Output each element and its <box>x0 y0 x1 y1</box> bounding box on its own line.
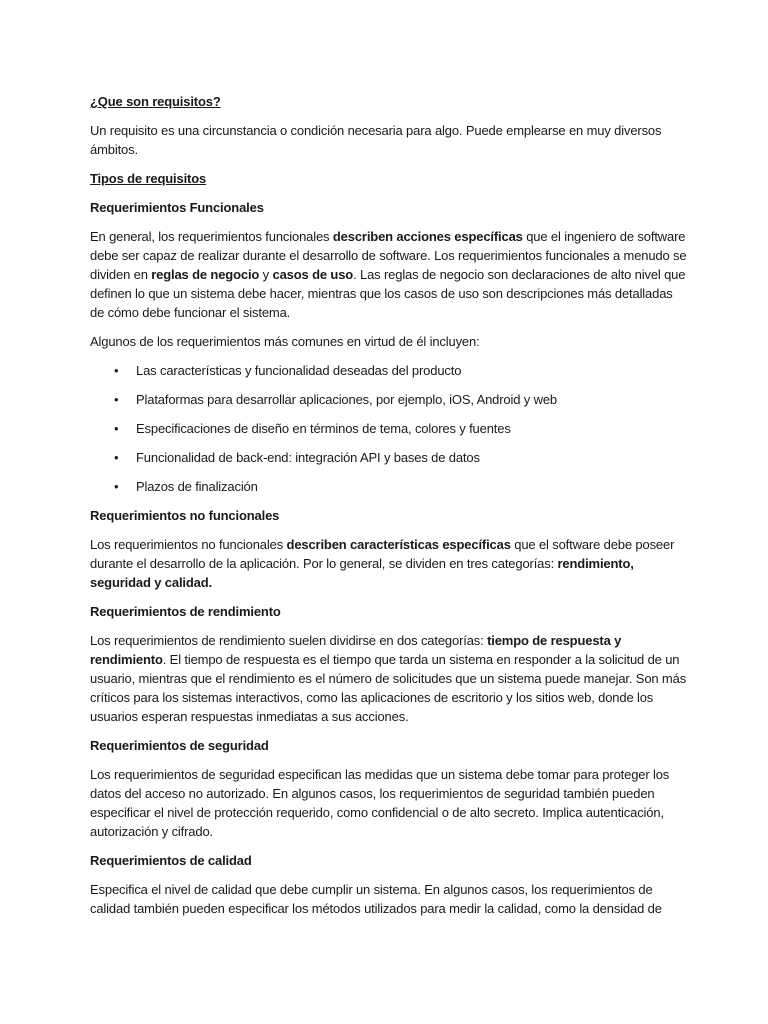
bullet-icon: • <box>114 363 119 378</box>
text-run: . El tiempo de respuesta es el tiempo que tarda un sistema en responder a la solicitud de un usuario, mientras que el rendimiento es el número de solicitudes que un sistema puede manejar. Son más críticos para los sistemas interactivos, como las aplicaciones de escritorio y los sitios web, donde los usuarios esperan respuestas inmediatas a sus acciones. <box>90 652 687 724</box>
text-run: . Las reglas de negocio son declaraciones de alto nivel que definen lo que un sistema debe hacer, mientras que los casos de uso son descripciones más detalladas de cómo debe funcionar el sistema. <box>90 267 686 320</box>
list-item-text: Especificaciones de diseño en términos de tema, colores y fuentes <box>136 421 511 436</box>
quality-paragraph: Especifica el nivel de calidad que debe cumplir un sistema. En algunos casos, los requerimientos de calidad también pueden especificar los métodos utilizados para medir la calidad, como la densidad de <box>90 882 662 916</box>
functional-paragraph <box>90 227 690 322</box>
bullet-icon: • <box>114 450 119 465</box>
list-item <box>90 448 690 467</box>
list-item-text: Plazos de finalización <box>136 479 258 494</box>
nonfunctional-paragraph <box>90 535 690 592</box>
functional-list-intro: Algunos de los requerimientos más comunes en virtud de él incluyen: <box>90 334 480 349</box>
functional-heading: Requerimientos Funcionales <box>90 200 264 215</box>
text-run: Los requerimientos de rendimiento suelen dividirse en dos categorías: <box>90 633 488 648</box>
bullet-icon: • <box>114 392 119 407</box>
text-run: que el software debe poseer durante el desarrollo de la aplicación. Por lo general, se dividen en tres categorías: <box>90 537 675 571</box>
bullet-icon: • <box>114 421 119 436</box>
document-page <box>90 92 690 928</box>
list-item <box>90 477 690 496</box>
list-item <box>90 390 690 409</box>
list-item-text: Las características y funcionalidad deseadas del producto <box>136 363 462 378</box>
bold-text: describen características específicas <box>286 537 511 552</box>
bold-text: rendimiento, seguridad y calidad. <box>90 556 634 590</box>
text-run: En general, los requerimientos funcionales <box>90 229 333 244</box>
intro-paragraph: Un requisito es una circunstancia o condición necesaria para algo. Puede emplearse en muy diversos ámbitos. <box>90 123 662 157</box>
list-item-text: Funcionalidad de back-end: integración API y bases de datos <box>136 450 480 465</box>
list-item-text: Plataformas para desarrollar aplicaciones, por ejemplo, iOS, Android y web <box>136 392 558 407</box>
list-item <box>90 419 690 438</box>
performance-paragraph <box>90 631 690 726</box>
security-heading: Requerimientos de seguridad <box>90 738 269 753</box>
text-run: Los requerimientos no funcionales <box>90 537 287 552</box>
page-title: ¿Que son requisitos? <box>90 94 221 109</box>
list-item <box>90 361 690 380</box>
security-paragraph: Los requerimientos de seguridad especifican las medidas que un sistema debe tomar para proteger los datos del acceso no autorizado. En algunos casos, los requerimientos de seguridad también pueden especificar el nivel de protección requerido, como confidencial o de alto secreto. Implica autenticación, autorización y cifrado. <box>90 767 670 839</box>
nonfunctional-heading: Requerimientos no funcionales <box>90 508 280 523</box>
bold-text: tiempo de respuesta y rendimiento <box>90 633 622 667</box>
types-heading: Tipos de requisitos <box>90 171 207 186</box>
performance-heading: Requerimientos de rendimiento <box>90 604 281 619</box>
quality-heading: Requerimientos de calidad <box>90 853 252 868</box>
bold-text: casos de uso <box>272 267 354 282</box>
text-run: y <box>259 267 273 282</box>
functional-list <box>90 361 690 496</box>
text-run: que el ingeniero de software debe ser capaz de realizar durante el desarrollo de software. Los requerimientos funcionales a menudo se dividen en <box>90 229 687 282</box>
bold-text: describen acciones específicas <box>332 229 523 244</box>
bullet-icon: • <box>114 479 119 494</box>
bold-text: reglas de negocio <box>151 267 260 282</box>
